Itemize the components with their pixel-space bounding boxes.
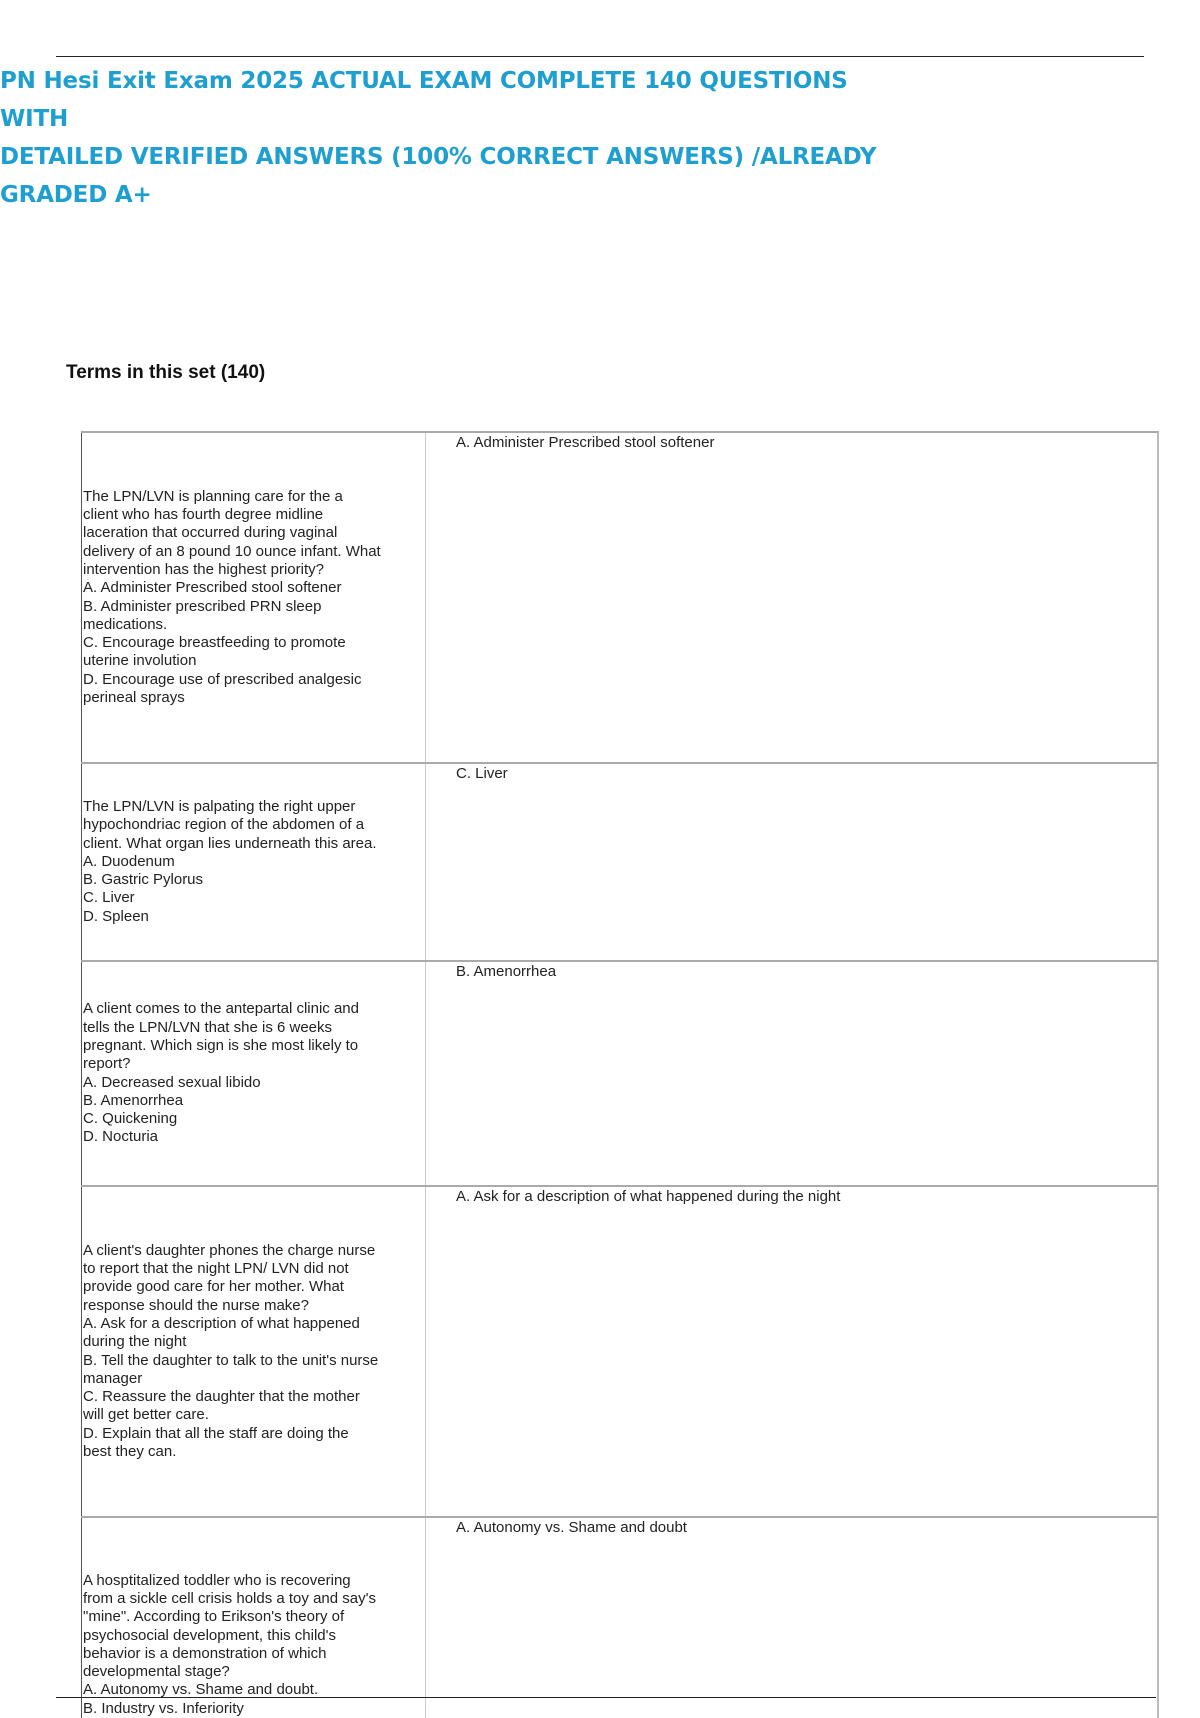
term-answer-cell bbox=[426, 1187, 1157, 1516]
term-answer-text: A. Administer Prescribed stool softener bbox=[456, 434, 715, 451]
term-question-text: A client's daughter phones the charge nurse to report that the night LPN/ LVN did not provide good care for her mother. What response should the nurse make? A. Ask for a description of what happened during the night B. Tell the daughter to talk to the unit's nurse manager C. Reassure the daughter that the mother will get better care. D. Explain that all the staff are doing the best they can. bbox=[83, 1241, 379, 1460]
bottom-rule bbox=[56, 1697, 1156, 1698]
term-question-cell bbox=[81, 962, 426, 1185]
term-answer-text: B. Amenorrhea bbox=[456, 963, 557, 980]
term-question-cell bbox=[81, 764, 426, 960]
top-rule bbox=[56, 56, 1144, 57]
term-answer-cell bbox=[426, 433, 1157, 762]
term-question-text: The LPN/LVN is palpating the right upper hypochondriac region of the abdomen of a client. What organ lies underneath this area. A. Duodenum B. Gastric Pylorus C. Liver D. Spleen bbox=[83, 797, 377, 925]
term-row bbox=[81, 962, 1157, 1187]
term-row bbox=[81, 1187, 1157, 1518]
terms-heading: Terms in this set (140) bbox=[66, 362, 266, 383]
term-question-text: A hosptitalized toddler who is recovering from a sickle cell crisis holds a toy and say's "mine". According to Erikson's theory of psychosocial development, this child's behavior is a demonstration of which developmental stage? A. Autonomy vs. Shame and doubt. B. Industry vs. Inferiority bbox=[83, 1571, 376, 1717]
document-title-line-3: GRADED A+ bbox=[0, 182, 152, 208]
term-row bbox=[81, 433, 1157, 764]
term-row bbox=[81, 764, 1157, 962]
term-answer-text: C. Liver bbox=[456, 765, 508, 782]
term-answer-cell bbox=[426, 1518, 1157, 1718]
term-question-text: A client comes to the antepartal clinic and tells the LPN/LVN that she is 6 weeks pregnant. Which sign is she most likely to report? A. Decreased sexual libido B. Amenorrhea C. Quickening D. Nocturia bbox=[83, 1000, 359, 1146]
term-answer-text: A. Autonomy vs. Shame and doubt bbox=[456, 1519, 687, 1536]
document-title-line-1: PN Hesi Exit Exam 2025 ACTUAL EXAM COMPLETE 140 QUESTIONS WITH bbox=[0, 68, 848, 132]
terms-table bbox=[81, 431, 1159, 1718]
term-question-cell bbox=[81, 433, 426, 762]
term-question-cell bbox=[81, 1187, 426, 1516]
document-title-line-2: DETAILED VERIFIED ANSWERS (100% CORRECT ANSWERS) /ALREADY bbox=[0, 144, 877, 170]
term-question-cell bbox=[81, 1518, 426, 1718]
document-title bbox=[0, 62, 900, 214]
term-row bbox=[81, 1518, 1157, 1718]
term-answer-text: A. Ask for a description of what happened during the night bbox=[456, 1188, 841, 1205]
term-answer-cell bbox=[426, 962, 1157, 1185]
term-answer-cell bbox=[426, 764, 1157, 960]
term-question-text: The LPN/LVN is planning care for the a client who has fourth degree midline laceration that occurred during vaginal delivery of an 8 pound 10 ounce infant. What intervention has the highest priority? A. Administer Prescribed stool softener B. Administer prescribed PRN sleep medications. C. Encourage breastfeeding to promote uterine involution D. Encourage use of prescribed analgesic perineal sprays bbox=[83, 487, 381, 706]
